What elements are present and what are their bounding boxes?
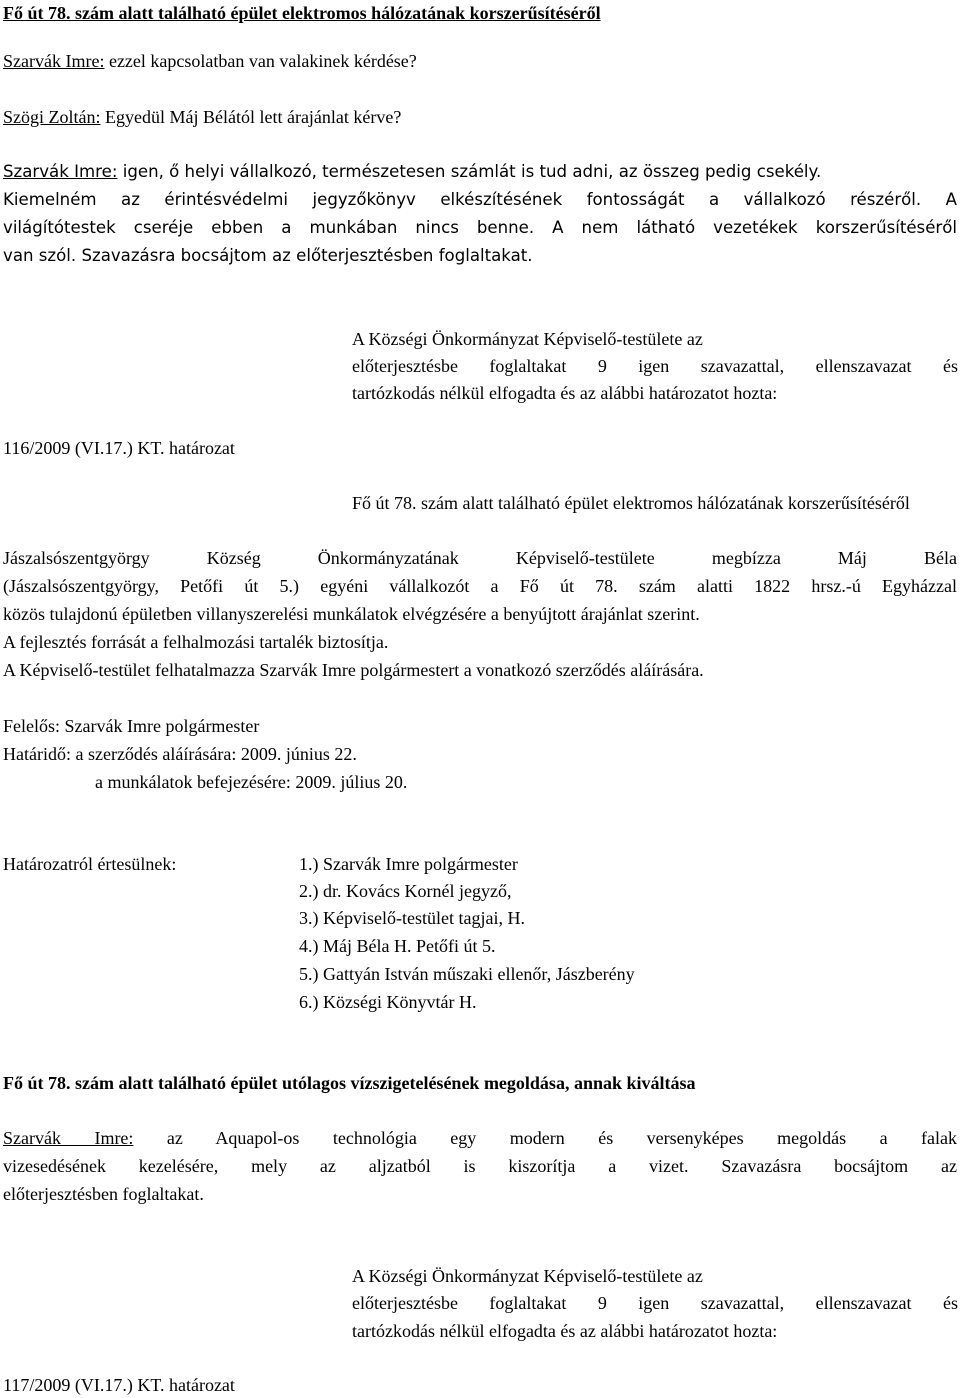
resolution-number: 117/2009 (VI.17.) KT. határozat bbox=[3, 1375, 235, 1395]
section-heading-2: Fő út 78. szám alatt található épület utólagos vízszigetelésének megoldása, annak kiváltása bbox=[3, 1073, 696, 1093]
vote-line: A Községi Önkormányzat Képviselő-testülete az bbox=[352, 329, 703, 349]
responsible-person: Felelős: Szarvák Imre polgármester bbox=[3, 716, 260, 736]
speaker-name: Szarvák Imre: bbox=[3, 1128, 134, 1148]
vote-line: tartózkodás nélkül elfogadta és az alábbi határozatot hozta: bbox=[352, 383, 778, 403]
vote-line: előterjesztésbe foglaltakat 9 igen szavazattal, ellenszavazat és bbox=[352, 1293, 958, 1313]
notify-label: Határozatról értesülnek: bbox=[3, 854, 177, 874]
deadline-completion: a munkálatok befejezésére: 2009. július 20. bbox=[95, 772, 408, 792]
speech-line: Kiemelném az érintésvédelmi jegyzőkönyv elkészítésének fontosságát a vállalkozó részéről. A bbox=[3, 190, 957, 209]
resolution-title: Fő út 78. szám alatt található épület elektromos hálózatának korszerűsítéséről bbox=[352, 493, 910, 513]
speech2-line: vizesedésének kezelésére, mely az aljzatból is kiszorítja a vizet. Szavazásra bocsájtom az bbox=[3, 1156, 957, 1176]
speech2-text: az Aquapol-os technológia egy modern és versenyképes megoldás a falak bbox=[133, 1128, 958, 1148]
resolution-body-line: Jászalsószentgyörgy Község Önkormányzatának Képviselő-testülete megbízza Máj Béla bbox=[3, 548, 957, 568]
speaker-name: Szögi Zoltán: bbox=[3, 107, 101, 127]
notify-item: 4.) Máj Béla H. Petőfi út 5. bbox=[299, 936, 496, 956]
dialogue-text: Egyedül Máj Bélától lett árajánlat kérve? bbox=[100, 107, 402, 127]
dialogue-line-2 bbox=[3, 108, 401, 126]
notify-item: 2.) dr. Kovács Kornél jegyző, bbox=[299, 881, 512, 901]
resolution-number: 116/2009 (VI.17.) KT. határozat bbox=[3, 438, 235, 458]
vote-line: tartózkodás nélkül elfogadta és az alábbi határozatot hozta: bbox=[352, 1321, 778, 1341]
notify-item: 5.) Gattyán István műszaki ellenőr, Jászberény bbox=[299, 964, 635, 984]
resolution-body-line: A Képviselő-testület felhatalmazza Szarvák Imre polgármestert a vonatkozó szerződés aláírására. bbox=[3, 660, 704, 680]
vote-line: előterjesztésbe foglaltakat 9 igen szavazattal, ellenszavazat és bbox=[352, 356, 958, 376]
speech-line: világítótestek cseréje ebben a munkában nincs benne. A nem látható vezetékek korszerűsítéséről bbox=[3, 218, 957, 237]
dialogue-line-3 bbox=[3, 164, 821, 181]
resolution-body-line: A fejlesztés forrását a felhalmozási tartalék biztosítja. bbox=[3, 632, 389, 652]
deadline-signing: Határidő: a szerződés aláírására: 2009. június 22. bbox=[3, 744, 357, 764]
resolution-body-line: (Jászalsószentgyörgy, Petőfi út 5.) egyéni vállalkozót a Fő út 78. szám alatti 1822 hrsz.-ú Egyházzal bbox=[3, 576, 957, 596]
vote-line: A Községi Önkormányzat Képviselő-testülete az bbox=[352, 1266, 703, 1286]
dialogue-line-1 bbox=[3, 52, 417, 70]
section-heading-1: Fő út 78. szám alatt található épület elektromos hálózatának korszerűsítéséről bbox=[3, 3, 601, 23]
dialogue-text: ezzel kapcsolatban van valakinek kérdése? bbox=[104, 51, 417, 71]
notify-item: 1.) Szarvák Imre polgármester bbox=[299, 854, 518, 874]
speech2-line-1 bbox=[3, 1129, 957, 1147]
dialogue-text: igen, ő helyi vállalkozó, természetesen számlát is tud adni, az összeg pedig csekély. bbox=[117, 162, 822, 181]
speaker-name: Szarvák Imre: bbox=[3, 51, 105, 71]
resolution-body-line: közös tulajdonú épületben villanyszerelési munkálatok elvégzésére a benyújtott árajánlat szerint. bbox=[3, 604, 700, 624]
notify-item: 6.) Községi Könyvtár H. bbox=[299, 992, 477, 1012]
notify-item: 3.) Képviselő-testület tagjai, H. bbox=[299, 908, 525, 928]
speech-line: van szól. Szavazásra bocsájtom az előterjesztésben foglaltakat. bbox=[3, 246, 533, 265]
speech2-line: előterjesztésben foglaltakat. bbox=[3, 1184, 204, 1204]
speaker-name: Szarvák Imre: bbox=[3, 162, 118, 181]
